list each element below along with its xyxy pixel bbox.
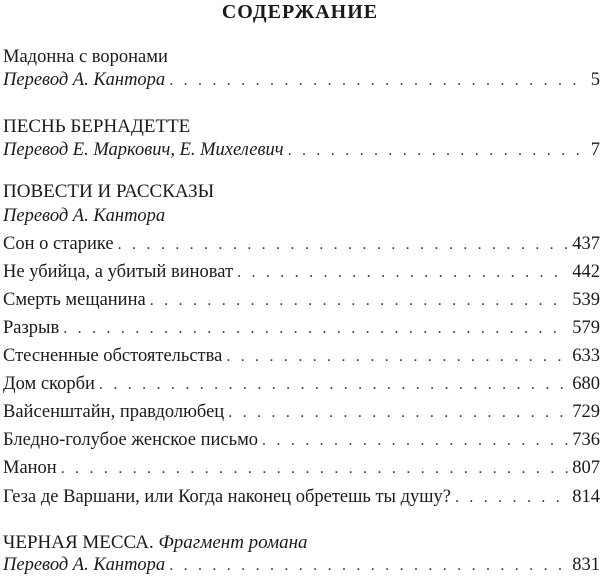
leader-dots bbox=[237, 262, 568, 284]
page-number: 807 bbox=[572, 458, 600, 478]
entry-label: Стесненные обстоятельства bbox=[3, 346, 223, 366]
page-number: 736 bbox=[572, 430, 600, 450]
leader-dots bbox=[99, 374, 568, 396]
toc-entry[interactable] bbox=[3, 233, 600, 255]
black-mass-subtitle: Фрагмент романа bbox=[158, 532, 308, 553]
entry-label: Смерть мещанина bbox=[3, 290, 146, 310]
translator-label: Перевод А. Кантора bbox=[3, 555, 166, 575]
translator-label: Перевод А. Кантора bbox=[3, 70, 166, 90]
leader-dots bbox=[169, 555, 568, 577]
toc-entry[interactable] bbox=[3, 457, 600, 479]
section-title-stories: ПОВЕСТИ И РАССКАЗЫ bbox=[3, 181, 215, 202]
toc-entry[interactable] bbox=[3, 373, 600, 395]
toc-entry-madonna[interactable] bbox=[3, 69, 600, 91]
leader-dots bbox=[169, 70, 587, 92]
toc-entry[interactable] bbox=[3, 345, 600, 367]
toc-entry[interactable] bbox=[3, 429, 600, 451]
entry-label: Дом скорби bbox=[3, 374, 95, 394]
black-mass-title: ЧЕРНАЯ МЕССА. bbox=[3, 532, 154, 553]
leader-dots bbox=[288, 140, 587, 162]
toc-entry-black-mass[interactable] bbox=[3, 554, 600, 576]
leader-dots bbox=[262, 430, 568, 452]
section-translator-stories: Перевод А. Кантора bbox=[3, 206, 166, 226]
toc-entry-bernadette[interactable] bbox=[3, 139, 600, 161]
translator-label: Перевод Е. Маркович, Е. Михелевич bbox=[3, 140, 284, 160]
page-number: 437 bbox=[572, 234, 600, 254]
page-number: 633 bbox=[572, 346, 600, 366]
leader-dots bbox=[226, 346, 568, 368]
entry-label: Манон bbox=[3, 458, 57, 478]
page-title: СОДЕРЖАНИЕ bbox=[221, 1, 379, 23]
page-number: 442 bbox=[572, 262, 600, 282]
toc-entry[interactable] bbox=[3, 261, 600, 283]
leader-dots bbox=[455, 487, 568, 509]
entry-label: Геза де Варшани, или Когда наконец обретешь ты душу? bbox=[3, 487, 451, 507]
entry-title-madonna: Мадонна с воронами bbox=[3, 47, 168, 67]
page-number: 579 bbox=[572, 318, 600, 338]
section-title-black-mass bbox=[3, 532, 308, 554]
entry-label: Бледно-голубое женское письмо bbox=[3, 430, 259, 450]
section-title-bernadette: ПЕСНЬ БЕРНАДЕТТЕ bbox=[3, 116, 191, 137]
entry-label: Сон о старике bbox=[3, 234, 114, 254]
toc-entry[interactable] bbox=[3, 401, 600, 423]
page-number: 7 bbox=[590, 140, 600, 160]
page-number: 729 bbox=[572, 402, 600, 422]
entry-label: Вайсенштайн, правдолюбец bbox=[3, 402, 225, 422]
leader-dots bbox=[150, 290, 569, 312]
entry-label: Не убийца, а убитый виноват bbox=[3, 262, 234, 282]
page-number: 831 bbox=[572, 555, 600, 575]
toc-entry[interactable] bbox=[3, 289, 600, 311]
toc-entry[interactable] bbox=[3, 486, 600, 508]
page-number: 5 bbox=[590, 70, 600, 90]
leader-dots bbox=[63, 318, 568, 340]
page-number: 680 bbox=[572, 374, 600, 394]
leader-dots bbox=[118, 234, 569, 256]
entry-label: Разрыв bbox=[3, 318, 60, 338]
leader-dots bbox=[61, 458, 569, 480]
page-number: 814 bbox=[572, 487, 600, 507]
toc-entry[interactable] bbox=[3, 317, 600, 339]
page-number: 539 bbox=[572, 290, 600, 310]
leader-dots bbox=[228, 402, 568, 424]
